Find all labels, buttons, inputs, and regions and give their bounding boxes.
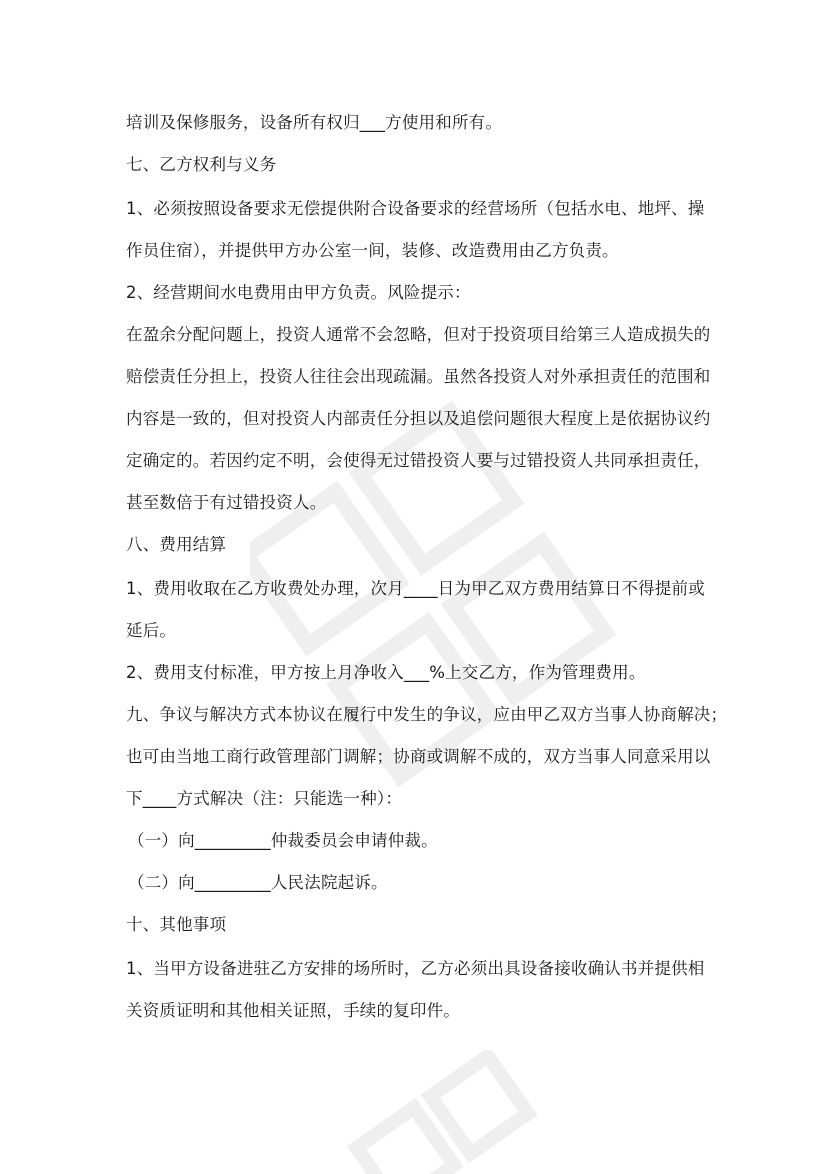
paragraph-line: 2、经营期间水电费用由甲方负责。风险提示： bbox=[126, 283, 471, 302]
section-heading: 九、争议与解决方式本协议在履行中发生的争议，应由甲乙双方当事人协商解决； bbox=[126, 705, 728, 724]
paragraph-line: 2、费用支付标准，甲方按上月净收入___%上交乙方，作为管理费用。 bbox=[126, 663, 646, 682]
paragraph-line: 延后。 bbox=[126, 621, 177, 640]
list-item: （一）向_________仲裁委员会申请仲裁。 bbox=[128, 831, 438, 850]
section-heading: 七、乙方权利与义务 bbox=[126, 155, 277, 174]
paragraph-line: 定确定的。若因约定不明，会使得无过错投资人要与过错投资人共同承担责任， bbox=[126, 451, 711, 470]
list-item: （二）向_________人民法院起诉。 bbox=[128, 873, 388, 892]
paragraph-line: 内容是一致的，但对投资人内部责任分担以及追偿问题很大程度上是依据协议约 bbox=[126, 409, 711, 428]
paragraph-line: 关资质证明和其他相关证照，手续的复印件。 bbox=[126, 1001, 460, 1020]
paragraph-line: 也可由当地工商行政管理部门调解；协商或调解不成的，双方当事人同意采用以 bbox=[126, 747, 711, 766]
section-heading: 八、费用结算 bbox=[126, 535, 227, 554]
paragraph-line: 1、必须按照设备要求无偿提供附合设备要求的经营场所（包括水电、地坪、操 bbox=[126, 199, 705, 218]
watermark-graphic-bottom bbox=[330, 1050, 580, 1174]
paragraph-line: 作员住宿），并提供甲方办公室一间，装修、改造费用由乙方负责。 bbox=[126, 241, 619, 260]
paragraph-line: 1、当甲方设备进驻乙方安排的场所时，乙方必须出具设备接收确认书并提供相 bbox=[126, 959, 705, 978]
section-heading: 十、其他事项 bbox=[126, 915, 227, 934]
paragraph-line: 赔偿责任分担上，投资人往往会出现疏漏。虽然各投资人对外承担责任的范围和 bbox=[126, 367, 711, 386]
paragraph-line: 在盈余分配问题上，投资人通常不会忽略，但对于投资项目给第三人造成损失的 bbox=[126, 325, 711, 344]
document-body bbox=[126, 108, 728, 1026]
paragraph-line: 下____方式解决（注：只能选一种）： bbox=[126, 789, 403, 808]
paragraph-line: 培训及保修服务，设备所有权归___方使用和所有。 bbox=[126, 113, 503, 132]
paragraph-line: 1、费用收取在乙方收费处办理，次月____日为甲乙双方费用结算日不得提前或 bbox=[126, 579, 705, 598]
paragraph-line: 甚至数倍于有过错投资人。 bbox=[126, 493, 327, 512]
